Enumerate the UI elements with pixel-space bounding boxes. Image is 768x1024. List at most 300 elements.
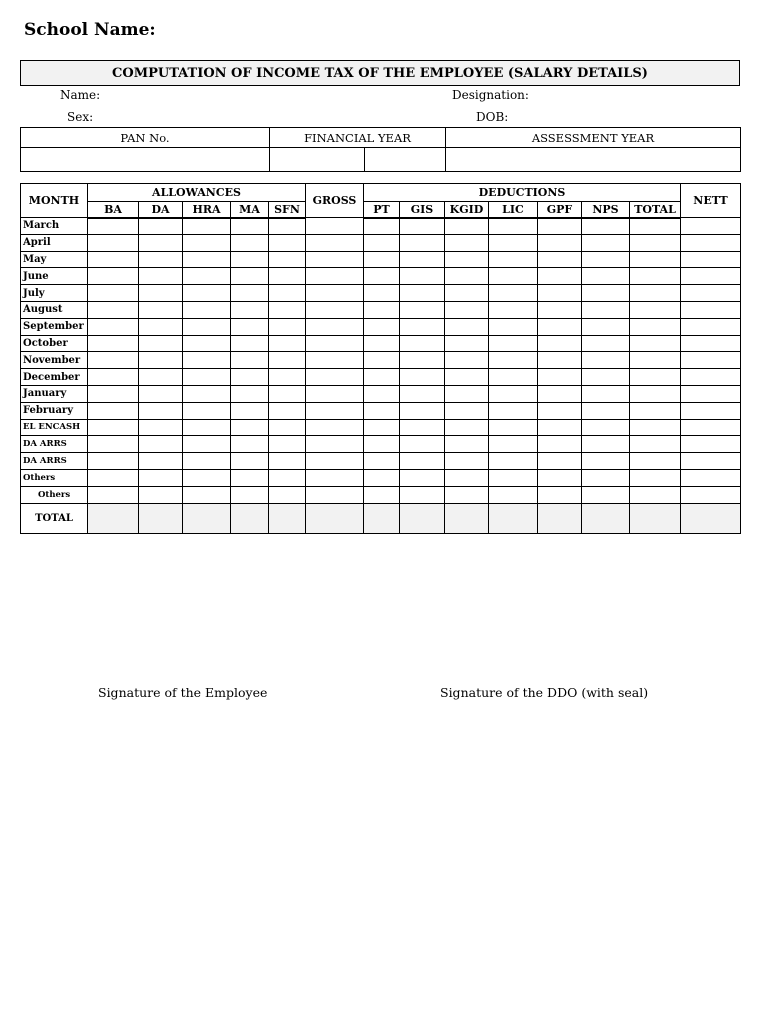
amount-cell[interactable] [231,469,269,486]
amount-cell[interactable] [183,301,231,318]
amount-cell[interactable] [183,486,231,503]
month-label: October [21,335,88,352]
total-cell[interactable] [139,503,183,533]
financial-year-header: FINANCIAL YEAR [270,128,446,148]
amount-cell[interactable] [538,234,582,251]
amount-cell[interactable] [306,453,364,470]
table-row [21,285,741,302]
amount-cell[interactable] [139,234,183,251]
amount-cell[interactable] [582,419,630,436]
amount-cell[interactable] [630,402,681,419]
amount-cell[interactable] [269,268,306,285]
amount-cell[interactable] [139,352,183,369]
amount-cell[interactable] [681,402,741,419]
amount-cell[interactable] [538,335,582,352]
amount-cell[interactable] [630,268,681,285]
amount-cell[interactable] [400,335,445,352]
dob-label: DOB: [476,110,509,124]
amount-cell[interactable] [681,218,741,235]
amount-cell[interactable] [445,301,489,318]
table-row [21,453,741,470]
pan-value-cell[interactable] [21,148,270,172]
table-row [21,335,741,352]
total-cell[interactable] [306,503,364,533]
ba-header: BA [88,202,139,218]
month-label: July [21,285,88,302]
amount-cell[interactable] [183,436,231,453]
amount-cell[interactable] [231,251,269,268]
amount-cell[interactable] [489,469,538,486]
amount-cell[interactable] [269,469,306,486]
amount-cell[interactable] [489,285,538,302]
pt-header: PT [364,202,400,218]
ddo-signature-label: Signature of the DDO (with seal) [440,685,649,700]
amount-cell[interactable] [400,469,445,486]
amount-cell[interactable] [582,436,630,453]
table-row [21,218,741,235]
month-label: June [21,268,88,285]
amount-cell[interactable] [400,234,445,251]
amount-cell[interactable] [139,335,183,352]
amount-cell[interactable] [183,218,231,235]
amount-cell[interactable] [681,234,741,251]
amount-cell[interactable] [88,486,139,503]
assessment-year-value-cell[interactable] [446,148,741,172]
total-cell[interactable] [681,503,741,533]
amount-cell[interactable] [139,218,183,235]
amount-cell[interactable] [364,385,400,402]
amount-cell[interactable] [489,352,538,369]
amount-cell[interactable] [231,385,269,402]
financial-year-from-cell[interactable] [270,148,365,172]
amount-cell[interactable] [445,352,489,369]
amount-cell[interactable] [183,268,231,285]
amount-cell[interactable] [306,385,364,402]
amount-cell[interactable] [538,402,582,419]
total-cell[interactable] [269,503,306,533]
amount-cell[interactable] [445,469,489,486]
amount-cell[interactable] [445,285,489,302]
amount-cell[interactable] [582,352,630,369]
amount-cell[interactable] [88,218,139,235]
table-row [21,402,741,419]
designation-label: Designation: [452,88,529,102]
amount-cell[interactable] [538,318,582,335]
table-row [21,268,741,285]
amount-cell[interactable] [88,419,139,436]
amount-cell[interactable] [364,369,400,386]
amount-cell[interactable] [231,285,269,302]
amount-cell[interactable] [306,251,364,268]
financial-year-to-cell[interactable] [365,148,446,172]
amount-cell[interactable] [306,486,364,503]
total-cell[interactable] [630,503,681,533]
amount-cell[interactable] [582,369,630,386]
month-label: February [21,402,88,419]
month-label: August [21,301,88,318]
amount-cell[interactable] [630,436,681,453]
amount-cell[interactable] [88,301,139,318]
amount-cell[interactable] [400,251,445,268]
amount-cell[interactable] [306,218,364,235]
amount-cell[interactable] [489,234,538,251]
month-label: December [21,369,88,386]
amount-cell[interactable] [139,385,183,402]
amount-cell[interactable] [489,301,538,318]
amount-cell[interactable] [489,218,538,235]
amount-cell[interactable] [538,436,582,453]
amount-cell[interactable] [183,234,231,251]
amount-cell[interactable] [306,335,364,352]
amount-cell[interactable] [139,301,183,318]
amount-cell[interactable] [630,453,681,470]
amount-cell[interactable] [364,301,400,318]
amount-cell[interactable] [681,436,741,453]
month-label: September [21,318,88,335]
amount-cell[interactable] [400,285,445,302]
amount-cell[interactable] [489,369,538,386]
amount-cell[interactable] [400,486,445,503]
amount-cell[interactable] [582,402,630,419]
table-row [21,352,741,369]
amount-cell[interactable] [364,251,400,268]
nps-header: NPS [582,202,630,218]
school-name-label: School Name: [24,20,156,40]
amount-cell[interactable] [139,268,183,285]
amount-cell[interactable] [269,436,306,453]
amount-cell[interactable] [681,369,741,386]
amount-cell[interactable] [630,352,681,369]
total-row [21,503,741,533]
amount-cell[interactable] [306,268,364,285]
amount-cell[interactable] [582,453,630,470]
amount-cell[interactable] [400,352,445,369]
amount-cell[interactable] [183,369,231,386]
amount-cell[interactable] [445,318,489,335]
amount-cell[interactable] [630,335,681,352]
table-row [21,419,741,436]
amount-cell[interactable] [400,385,445,402]
amount-cell[interactable] [489,318,538,335]
amount-cell[interactable] [630,234,681,251]
amount-cell[interactable] [306,436,364,453]
table-row [21,469,741,486]
amount-cell[interactable] [231,318,269,335]
amount-cell[interactable] [269,402,306,419]
amount-cell[interactable] [400,419,445,436]
amount-cell[interactable] [88,268,139,285]
pan-header: PAN No. [21,128,270,148]
amount-cell[interactable] [681,385,741,402]
amount-cell[interactable] [582,301,630,318]
amount-cell[interactable] [400,318,445,335]
amount-cell[interactable] [88,234,139,251]
amount-cell[interactable] [681,268,741,285]
amount-cell[interactable] [183,285,231,302]
amount-cell[interactable] [139,318,183,335]
amount-cell[interactable] [489,335,538,352]
amount-cell[interactable] [231,419,269,436]
amount-cell[interactable] [269,486,306,503]
amount-cell[interactable] [269,218,306,235]
amount-cell[interactable] [269,335,306,352]
amount-cell[interactable] [630,251,681,268]
amount-cell[interactable] [400,453,445,470]
amount-cell[interactable] [681,251,741,268]
amount-cell[interactable] [445,436,489,453]
total-cell[interactable] [445,503,489,533]
amount-cell[interactable] [231,335,269,352]
form-title: COMPUTATION OF INCOME TAX OF THE EMPLOYEE (SALARY DETAILS) [20,60,740,86]
amount-cell[interactable] [88,402,139,419]
amount-cell[interactable] [538,419,582,436]
amount-cell[interactable] [306,469,364,486]
amount-cell[interactable] [364,285,400,302]
amount-cell[interactable] [306,301,364,318]
amount-cell[interactable] [445,419,489,436]
amount-cell[interactable] [630,419,681,436]
amount-cell[interactable] [139,436,183,453]
amount-cell[interactable] [445,486,489,503]
amount-cell[interactable] [306,234,364,251]
amount-cell[interactable] [183,402,231,419]
amount-cell[interactable] [88,251,139,268]
amount-cell[interactable] [88,352,139,369]
amount-cell[interactable] [400,218,445,235]
amount-cell[interactable] [582,469,630,486]
amount-cell[interactable] [400,268,445,285]
amount-cell[interactable] [269,285,306,302]
sex-label: Sex: [67,110,94,124]
total-cell[interactable] [88,503,139,533]
amount-cell[interactable] [582,385,630,402]
amount-cell[interactable] [538,285,582,302]
amount-cell[interactable] [269,301,306,318]
amount-cell[interactable] [139,486,183,503]
total-cell[interactable] [538,503,582,533]
amount-cell[interactable] [364,419,400,436]
amount-cell[interactable] [139,402,183,419]
amount-cell[interactable] [445,218,489,235]
amount-cell[interactable] [538,385,582,402]
amount-cell[interactable] [538,453,582,470]
amount-cell[interactable] [681,335,741,352]
amount-cell[interactable] [681,285,741,302]
amount-cell[interactable] [489,402,538,419]
amount-cell[interactable] [231,218,269,235]
amount-cell[interactable] [88,369,139,386]
amount-cell[interactable] [139,369,183,386]
amount-cell[interactable] [445,369,489,386]
amount-cell[interactable] [269,419,306,436]
month-label: DA ARRS [21,453,88,470]
total-cell[interactable] [489,503,538,533]
amount-cell[interactable] [269,234,306,251]
amount-cell[interactable] [231,352,269,369]
amount-cell[interactable] [364,469,400,486]
amount-cell[interactable] [681,453,741,470]
amount-cell[interactable] [231,453,269,470]
amount-cell[interactable] [681,301,741,318]
amount-cell[interactable] [538,268,582,285]
amount-cell[interactable] [364,318,400,335]
amount-cell[interactable] [139,251,183,268]
amount-cell[interactable] [445,335,489,352]
amount-cell[interactable] [445,251,489,268]
table-row [21,251,741,268]
amount-cell[interactable] [364,268,400,285]
amount-cell[interactable] [269,251,306,268]
amount-cell[interactable] [445,402,489,419]
amount-cell[interactable] [183,385,231,402]
amount-cell[interactable] [306,285,364,302]
amount-cell[interactable] [139,419,183,436]
amount-cell[interactable] [88,453,139,470]
amount-cell[interactable] [489,268,538,285]
amount-cell[interactable] [139,453,183,470]
amount-cell[interactable] [183,469,231,486]
amount-cell[interactable] [538,352,582,369]
table-row [21,436,741,453]
amount-cell[interactable] [630,318,681,335]
amount-cell[interactable] [139,285,183,302]
amount-cell[interactable] [306,402,364,419]
amount-cell[interactable] [489,486,538,503]
amount-cell[interactable] [183,251,231,268]
month-label: DA ARRS [21,436,88,453]
table-row [21,385,741,402]
amount-cell[interactable] [183,335,231,352]
amount-cell[interactable] [489,419,538,436]
amount-cell[interactable] [231,486,269,503]
amount-cell[interactable] [364,402,400,419]
amount-cell[interactable] [681,318,741,335]
amount-cell[interactable] [630,285,681,302]
amount-cell[interactable] [445,453,489,470]
deductions-total-header: TOTAL [630,202,681,218]
amount-cell[interactable] [681,469,741,486]
total-cell[interactable] [183,503,231,533]
amount-cell[interactable] [306,352,364,369]
amount-cell[interactable] [364,436,400,453]
amount-cell[interactable] [231,436,269,453]
amount-cell[interactable] [88,285,139,302]
total-cell[interactable] [400,503,445,533]
amount-cell[interactable] [445,385,489,402]
month-label: April [21,234,88,251]
amount-cell[interactable] [630,385,681,402]
amount-cell[interactable] [88,335,139,352]
table-row [21,234,741,251]
amount-cell[interactable] [88,469,139,486]
amount-cell[interactable] [183,419,231,436]
amount-cell[interactable] [489,251,538,268]
lic-header: LIC [489,202,538,218]
amount-cell[interactable] [364,218,400,235]
amount-cell[interactable] [306,369,364,386]
amount-cell[interactable] [88,318,139,335]
amount-cell[interactable] [269,369,306,386]
amount-cell[interactable] [231,402,269,419]
amount-cell[interactable] [538,251,582,268]
amount-cell[interactable] [231,234,269,251]
amount-cell[interactable] [489,453,538,470]
amount-cell[interactable] [269,318,306,335]
amount-cell[interactable] [582,486,630,503]
table-row [21,486,741,503]
amount-cell[interactable] [489,436,538,453]
amount-cell[interactable] [582,335,630,352]
amount-cell[interactable] [681,352,741,369]
amount-cell[interactable] [183,318,231,335]
total-cell[interactable] [582,503,630,533]
amount-cell[interactable] [538,301,582,318]
amount-cell[interactable] [139,469,183,486]
amount-cell[interactable] [364,234,400,251]
amount-cell[interactable] [582,285,630,302]
amount-cell[interactable] [630,369,681,386]
amount-cell[interactable] [183,453,231,470]
amount-cell[interactable] [364,486,400,503]
amount-cell[interactable] [582,251,630,268]
amount-cell[interactable] [538,369,582,386]
amount-cell[interactable] [582,318,630,335]
amount-cell[interactable] [364,352,400,369]
amount-cell[interactable] [681,419,741,436]
amount-cell[interactable] [269,385,306,402]
amount-cell[interactable] [88,385,139,402]
amount-cell[interactable] [400,402,445,419]
amount-cell[interactable] [630,486,681,503]
amount-cell[interactable] [306,419,364,436]
amount-cell[interactable] [269,352,306,369]
amount-cell[interactable] [445,234,489,251]
amount-cell[interactable] [582,218,630,235]
amount-cell[interactable] [400,436,445,453]
amount-cell[interactable] [231,301,269,318]
amount-cell[interactable] [538,486,582,503]
table-row [21,369,741,386]
amount-cell[interactable] [400,369,445,386]
amount-cell[interactable] [445,268,489,285]
amount-cell[interactable] [582,234,630,251]
total-cell[interactable] [231,503,269,533]
amount-cell[interactable] [582,268,630,285]
amount-cell[interactable] [231,369,269,386]
amount-cell[interactable] [630,301,681,318]
amount-cell[interactable] [630,469,681,486]
amount-cell[interactable] [88,436,139,453]
amount-cell[interactable] [681,486,741,503]
amount-cell[interactable] [538,218,582,235]
amount-cell[interactable] [364,453,400,470]
month-label: May [21,251,88,268]
amount-cell[interactable] [269,453,306,470]
amount-cell[interactable] [183,352,231,369]
amount-cell[interactable] [231,268,269,285]
amount-cell[interactable] [630,218,681,235]
total-cell[interactable] [364,503,400,533]
amount-cell[interactable] [489,385,538,402]
amount-cell[interactable] [306,318,364,335]
gis-header: GIS [400,202,445,218]
amount-cell[interactable] [538,469,582,486]
deductions-header: DEDUCTIONS [364,184,681,202]
pan-table [20,127,741,172]
amount-cell[interactable] [364,335,400,352]
amount-cell[interactable] [400,301,445,318]
employee-signature-label: Signature of the Employee [98,685,268,700]
